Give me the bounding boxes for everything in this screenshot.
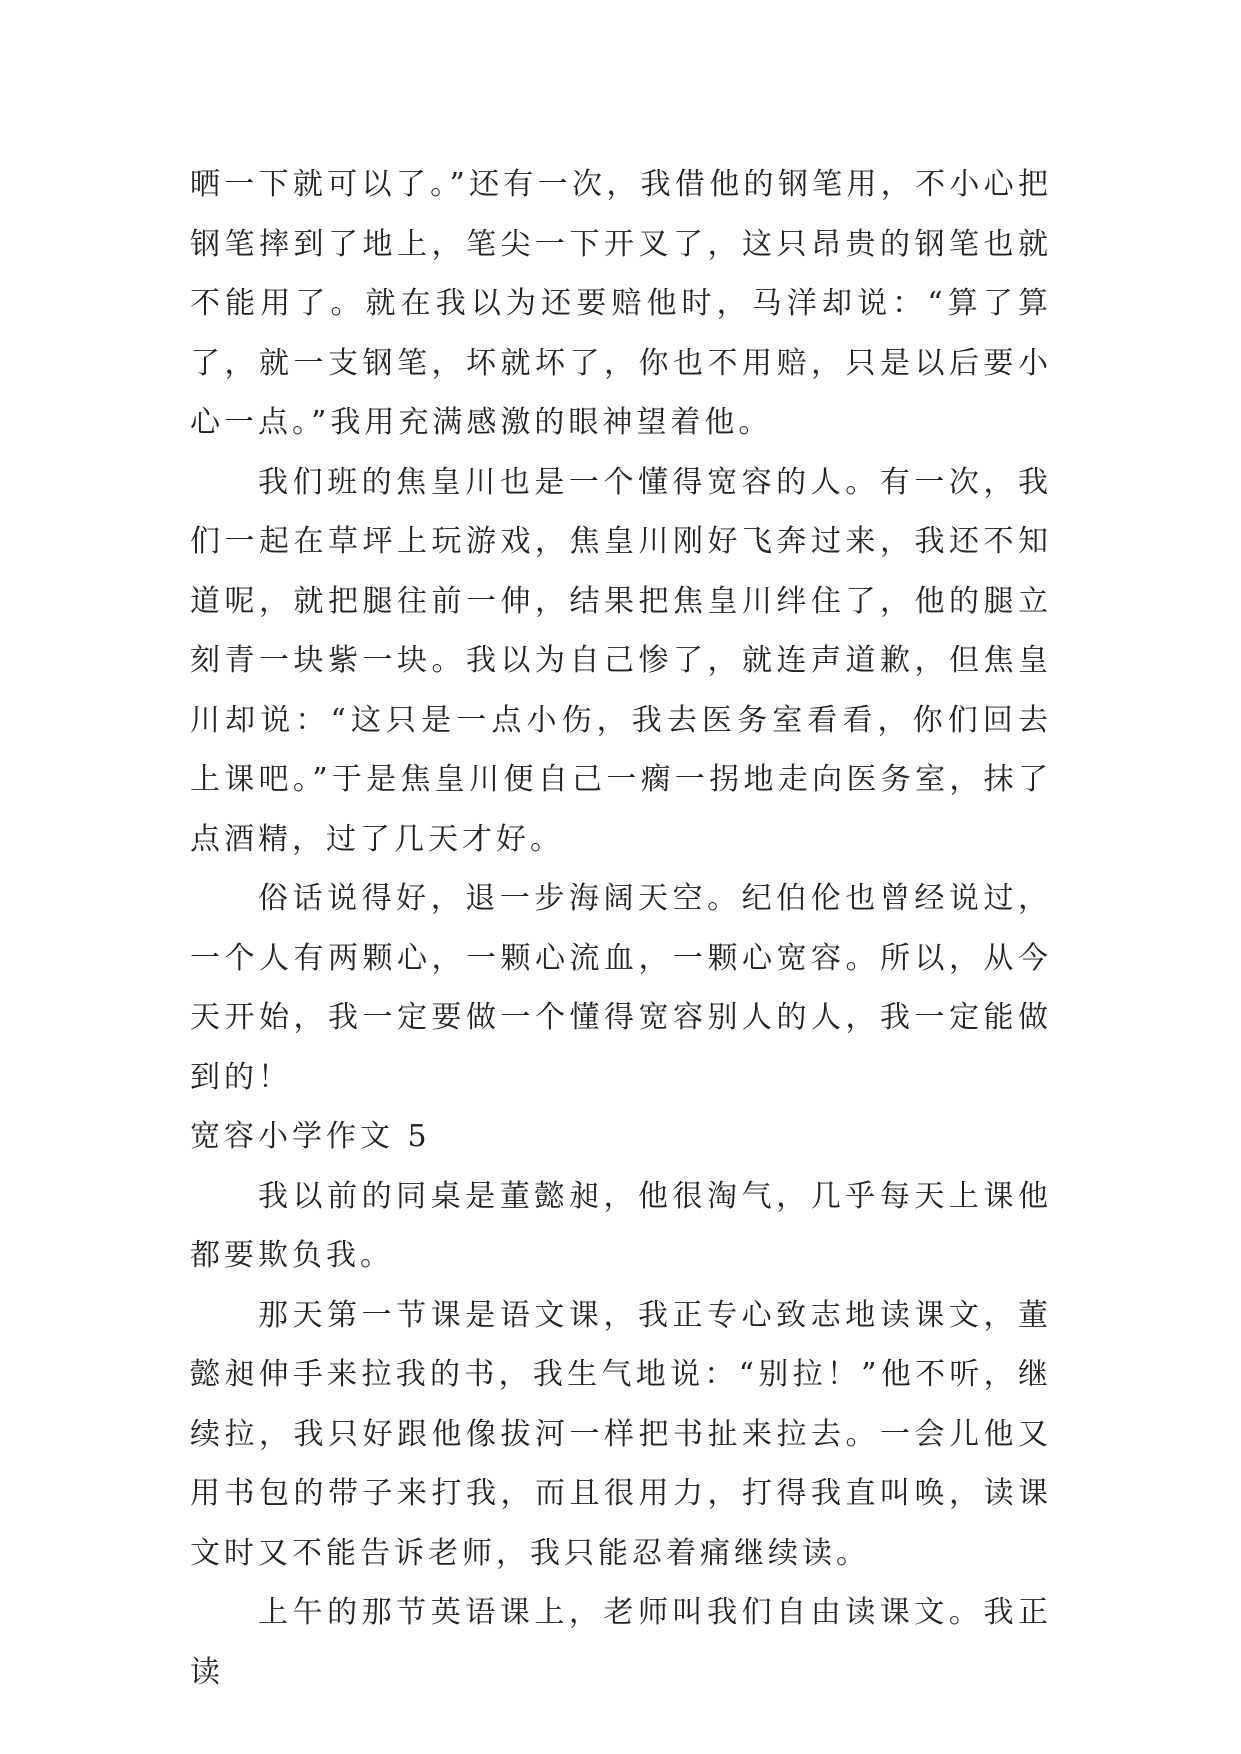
paragraph-pen-story: 晒一下就可以了。”还有一次，我借他的钢笔用，不小心把钢笔摔到了地上，笔尖一下开叉了，这只昂贵的钢笔也就不能用了。就在我以为还要赔他时，马洋却说：“算了算了，就一支钢笔，坏就坏了，你也不用赔，只是以后要小心一点。”我用充满感激的眼神望着他。 — [190, 167, 1052, 440]
paragraph-chinese-class: 那天第一节课是语文课，我正专心致志地读课文，董懿昶伸手来拉我的书，我生气地说：“别拉！”他不听，继续拉，我只好跟他像拔河一样把书扯来拉去。一会儿他又用书包的带子来打我，而且很用力，打得我直叫唤，读课文时又不能告诉老师，我只能忍着痛继续读。 — [190, 1297, 1052, 1571]
document-body — [190, 155, 1052, 1702]
paragraph-conclusion: 俗话说得好，退一步海阔天空。纪伯伦也曾经说过，一个人有两颗心，一颗心流血，一颗心宽容。所以，从今天开始，我一定要做一个懂得宽容别人的人，我一定能做到的！ — [190, 881, 1052, 1095]
paragraph-deskmate: 我以前的同桌是董懿昶，他很淘气，几乎每天上课他都要欺负我。 — [190, 1178, 1052, 1273]
paragraph-grass-story: 我们班的焦皇川也是一个懂得宽容的人。有一次，我们一起在草坪上玩游戏，焦皇川刚好飞奔过来，我还不知道呢，就把腿往前一伸，结果把焦皇川绊住了，他的腿立刻青一块紫一块。我以为自己惨了，就连声道歉，但焦皇川却说：“这只是一点小伤，我去医务室看看，你们回去上课吧。”于是焦皇川便自己一瘸一拐地走向医务室，抹了点酒精，过了几天才好。 — [190, 464, 1052, 857]
section-title: 宽容小学作文 5 — [190, 1119, 431, 1154]
paragraph-english-class: 上午的那节英语课上，老师叫我们自由读课文。我正读 — [190, 1595, 1052, 1690]
